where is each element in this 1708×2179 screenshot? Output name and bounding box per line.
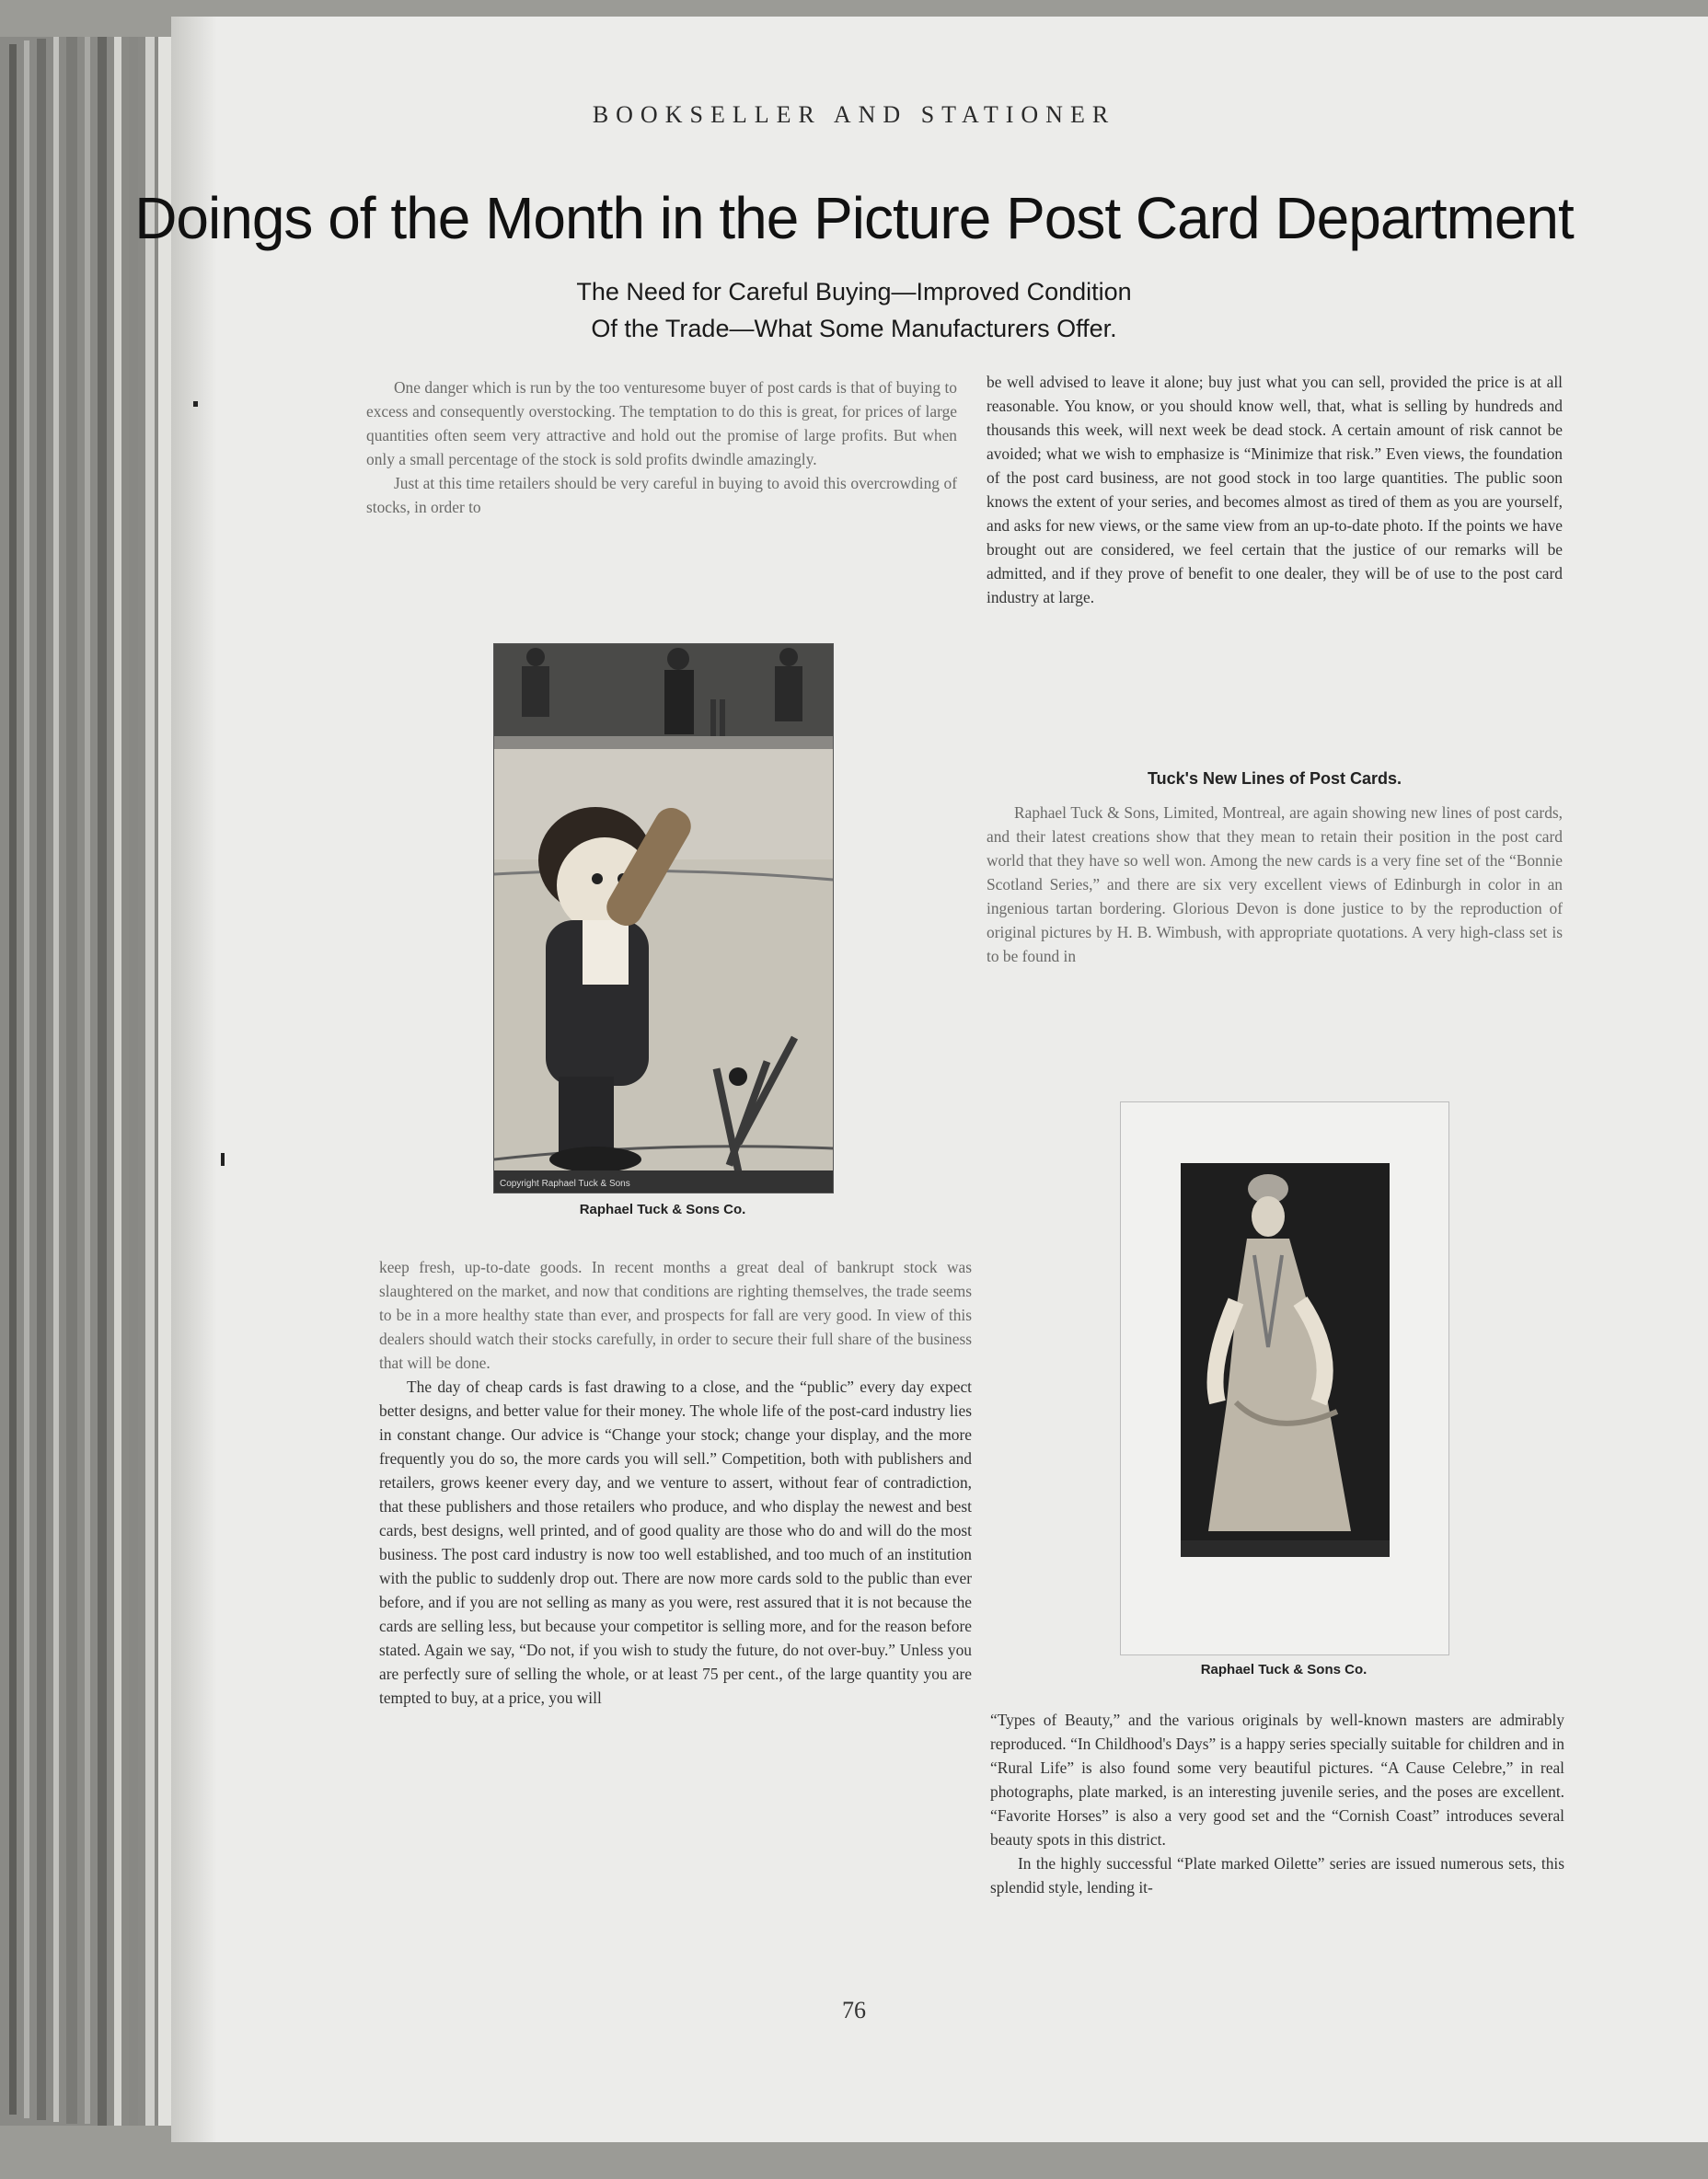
figure-1-caption: Raphael Tuck & Sons Co. [579, 1202, 746, 1217]
column-1-top [366, 375, 957, 519]
paragraph: Just at this time retailers should be very careful in buying to avoid this overcrowding of stocks, in order to [366, 474, 957, 516]
page-speck [221, 1153, 225, 1166]
paragraph: be well advised to leave it alone; buy just what you can sell, provided the price is at all reasonable. You know, or you should know well, that, what is selling by hundreds and thousands this week, will next week be dead stock. A certain amount of risk cannot be avoided; what we wish to emphasize is “Minimize that risk.” Even views, the foundation of the post card business, are not good stock in too large quantities. The public soon knows the extent of your series, and becomes almost as tired of them as you are yourself, and asks for new views, or the same view from an up-to-date photo. If the points we have brought out are considered, we feel certain that the justice of our remarks will be admitted, and if they prove of benefit to one dealer, they will be of use to the post card industry at large. [987, 373, 1563, 606]
column-2-bottom [990, 1708, 1564, 1899]
paragraph: keep fresh, up-to-date goods. In recent months a great deal of bankrupt stock was slaughtered on the market, and now that conditions are righting themselves, the trade seems to be in a more healthy state than ever, and prospects for fall are very good. In view of this dealers should watch their stocks carefully, in order to secure their full share of the business that will be done. [379, 1258, 972, 1372]
article-title: Doings of the Month in the Picture Post Card Department [134, 185, 1574, 251]
section-heading: Tuck's New Lines of Post Cards. [1147, 769, 1402, 788]
cricket-boy-image [494, 644, 833, 1193]
paragraph: Raphael Tuck & Sons, Limited, Montreal, are again showing new lines of post cards, and their latest creations show that they mean to retain their position in the post card world that they have so well won. Among the new cards is a very fine set of the “Bonnie Scotland Series,” and there are six very excellent views of Edinburgh in color in an ingenious tartan bordering. Glorious Devon is done justice to by the reproduction of original pictures by H. B. Wimbush, with appropriate quotations. A very high-class set is to be found in [987, 803, 1563, 965]
column-2-top [987, 370, 1563, 609]
running-head: BOOKSELLER AND STATIONER [592, 101, 1116, 128]
subtitle-line-1: The Need for Careful Buying—Improved Condition [576, 278, 1132, 306]
subtitle-line-2: Of the Trade—What Some Manufacturers Offer. [591, 315, 1117, 342]
postcard-illustration-cricket-boy [493, 643, 834, 1193]
paragraph: One danger which is run by the too venturesome buyer of post cards is that of buying to excess and consequently overstocking. The temptation to do this is great, for prices of large quantities often seem very attractive and hold out the promise of large profits. But when only a small percentage of the stock is sold profits dwindle amazingly. [366, 378, 957, 468]
column-1-bottom [379, 1255, 972, 1710]
column-2-middle [987, 801, 1563, 968]
portrait-lady-image [1181, 1163, 1390, 1557]
paragraph: The day of cheap cards is fast drawing to a close, and the “public” every day expect better designs, and better value for their money. The whole life of the post-card industry lies in constant change. Our advice is “Change your stock; change your display, and the more frequently you do so, the more cards you will sell.” Competition, both with publishers and retailers, grows keener every day, and we venture to assert, without fear of contradiction, that these publishers and those retailers who produce, and who display the newest and best cards, best designs, well printed, and of good quality are those who do and will do the most business. The post card industry is now too well established, and too much of an institution with the public to suddenly drop out. There are now more cards sold to the public than ever before, and if you are not selling as many as you were, rest assured that it is not because the cards are selling less, but because your competitor is selling more, and for the reason before stated. Again we say, “Do not, if you wish to study the future, do not over-buy.” Unless you are perfectly sure of selling the whole, or at least 75 per cent., of the large quantity you are tempted to buy, at a price, you will [379, 1378, 972, 1707]
postcard-inscription: Copyright Raphael Tuck & Sons [500, 1179, 630, 1189]
paragraph: “Types of Beauty,” and the various originals by well-known masters are admirably reproduced. “In Childhood's Days” is a happy series specially suitable for children and in “Rural Life” is also found some very beautiful pictures. “A Cause Celebre,” in real photographs, plate marked, is an interesting juvenile series, and the poses are excellent. “Favorite Horses” is also a very good set and the “Cornish Coast” introduces several beauty spots in this district. [990, 1711, 1564, 1849]
figure-2-caption: Raphael Tuck & Sons Co. [1200, 1662, 1368, 1677]
postcard-illustration-portrait-lady [1181, 1163, 1390, 1557]
paragraph: In the highly successful “Plate marked Oilette” series are issued numerous sets, this splendid style, lending it- [990, 1854, 1564, 1897]
page-number: 76 [842, 1997, 866, 2023]
page-speck [193, 401, 198, 407]
